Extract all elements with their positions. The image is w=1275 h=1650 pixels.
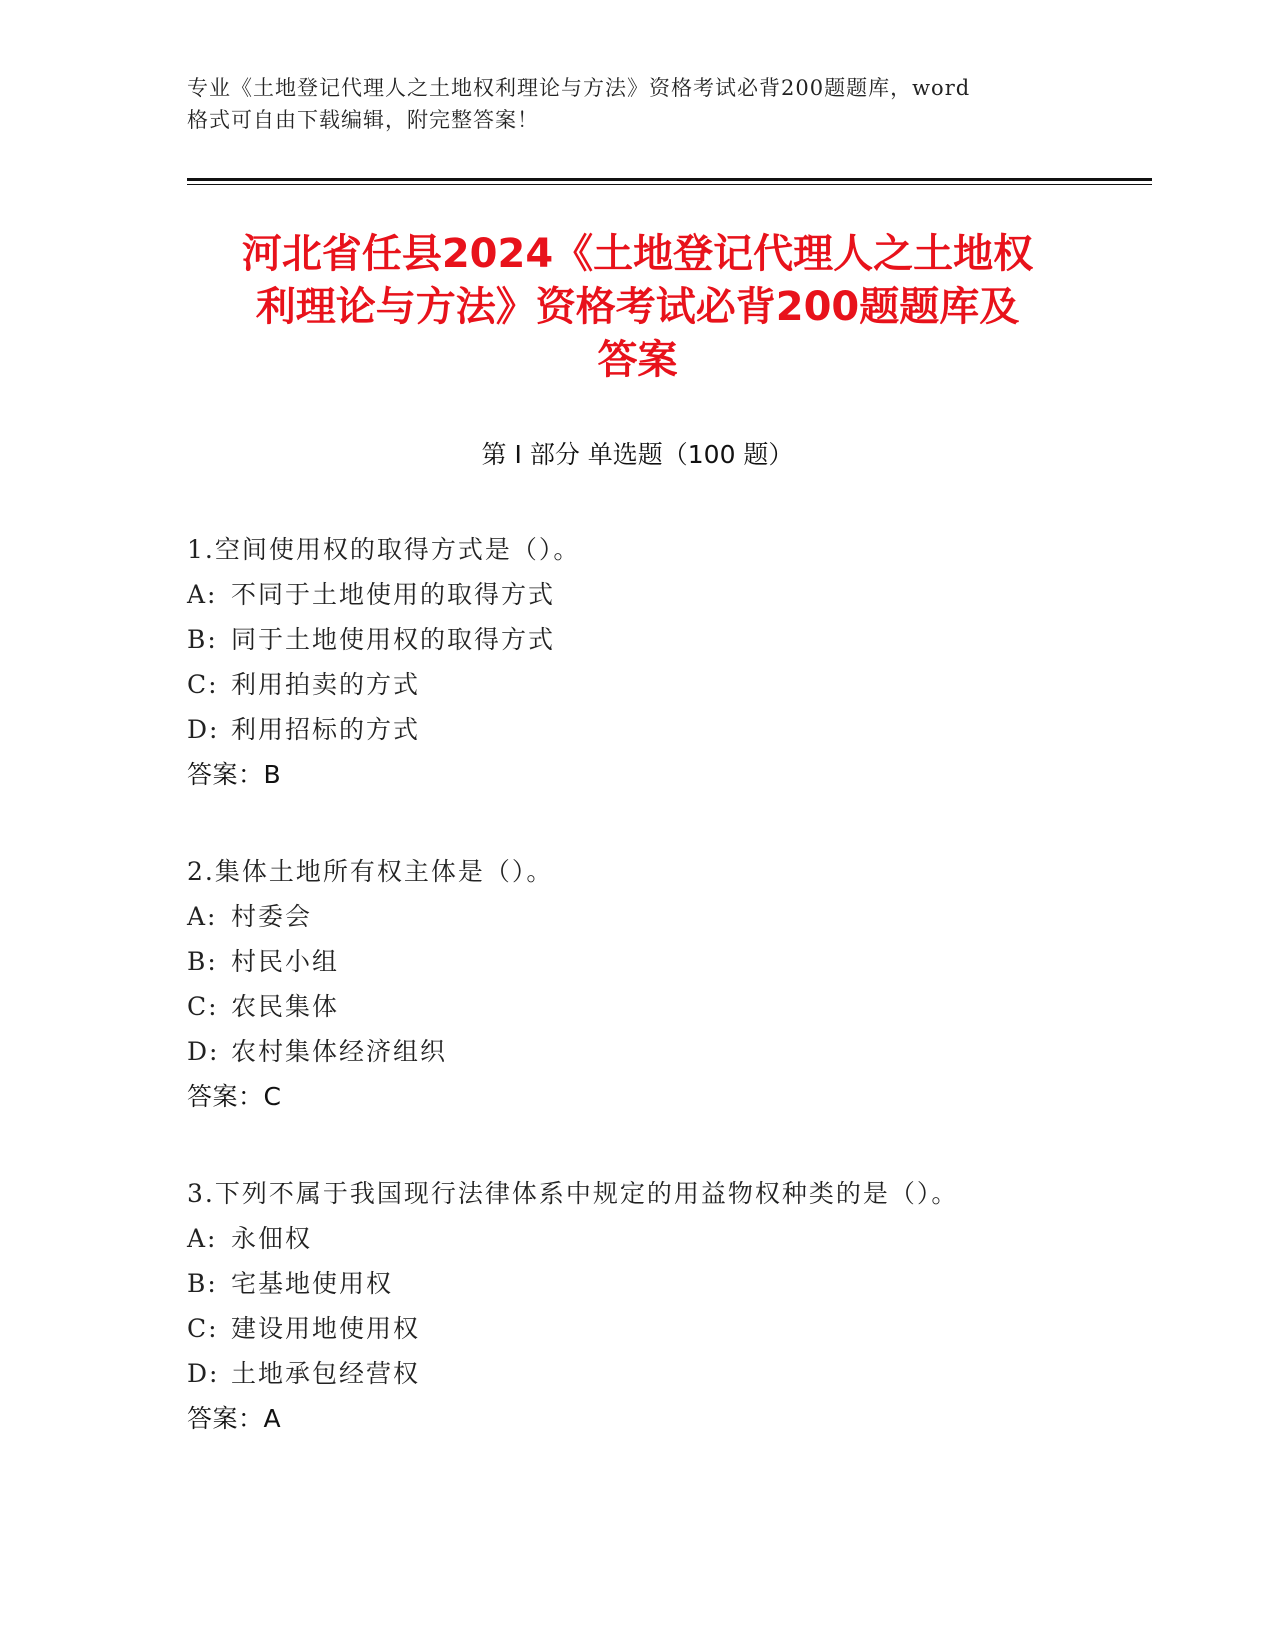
option-b bbox=[187, 617, 1147, 662]
question-2 bbox=[187, 849, 1147, 1119]
option-a bbox=[187, 572, 1147, 617]
option-c bbox=[187, 662, 1147, 707]
option-text: 村民小组 bbox=[231, 947, 340, 976]
question-stem: 3.下列不属于我国现行法律体系中规定的用益物权种类的是（）。 bbox=[187, 1179, 959, 1208]
option-key: D: bbox=[187, 715, 220, 744]
answer-line: 答案：B bbox=[187, 760, 282, 789]
option-a bbox=[187, 894, 1147, 939]
answer-line: 答案：C bbox=[187, 1082, 282, 1111]
header-note-line-2: 格式可自由下载编辑，附完整答案！ bbox=[187, 108, 539, 132]
option-text: 同于土地使用权的取得方式 bbox=[231, 625, 556, 654]
option-key: C: bbox=[187, 1314, 219, 1343]
option-text: 村委会 bbox=[231, 902, 313, 931]
document-title bbox=[160, 228, 1115, 387]
header-note bbox=[187, 72, 1067, 136]
option-d bbox=[187, 1351, 1147, 1396]
document-title-line-3: 答案 bbox=[597, 337, 678, 383]
option-text: 利用拍卖的方式 bbox=[231, 670, 421, 699]
option-key: C: bbox=[187, 670, 219, 699]
option-key: A: bbox=[187, 902, 218, 931]
option-c bbox=[187, 1306, 1147, 1351]
document-title-line-1: 河北省任县2024《土地登记代理人之土地权 bbox=[241, 231, 1034, 277]
option-c bbox=[187, 984, 1147, 1029]
question-list bbox=[187, 527, 1147, 1493]
header-divider-thick bbox=[187, 178, 1152, 181]
option-b bbox=[187, 939, 1147, 984]
option-text: 农村集体经济组织 bbox=[231, 1037, 448, 1066]
option-text: 不同于土地使用的取得方式 bbox=[231, 580, 556, 609]
option-d bbox=[187, 707, 1147, 752]
header-divider-thin bbox=[187, 184, 1152, 185]
answer-line: 答案：A bbox=[187, 1404, 282, 1433]
option-key: D: bbox=[187, 1359, 220, 1388]
option-key: B: bbox=[187, 1269, 218, 1298]
option-text: 农民集体 bbox=[231, 992, 340, 1021]
document-title-line-2: 利理论与方法》资格考试必背200题题库及 bbox=[255, 284, 1020, 330]
question-stem: 2.集体土地所有权主体是（）。 bbox=[187, 857, 554, 886]
header-note-line-1: 专业《土地登记代理人之土地权利理论与方法》资格考试必背200题题库，word bbox=[187, 76, 971, 100]
option-text: 宅基地使用权 bbox=[231, 1269, 394, 1298]
option-text: 土地承包经营权 bbox=[231, 1359, 421, 1388]
option-text: 永佃权 bbox=[231, 1224, 313, 1253]
question-1 bbox=[187, 527, 1147, 797]
option-key: B: bbox=[187, 947, 218, 976]
option-text: 利用招标的方式 bbox=[231, 715, 421, 744]
question-stem: 1.空间使用权的取得方式是（）。 bbox=[187, 535, 581, 564]
option-d bbox=[187, 1029, 1147, 1074]
option-key: B: bbox=[187, 625, 218, 654]
option-a bbox=[187, 1216, 1147, 1261]
question-3 bbox=[187, 1171, 1147, 1441]
option-key: A: bbox=[187, 580, 218, 609]
option-key: A: bbox=[187, 1224, 218, 1253]
option-key: D: bbox=[187, 1037, 220, 1066]
option-text: 建设用地使用权 bbox=[231, 1314, 421, 1343]
option-b bbox=[187, 1261, 1147, 1306]
option-key: C: bbox=[187, 992, 219, 1021]
section-heading: 第 I 部分 单选题（100 题） bbox=[481, 440, 794, 469]
